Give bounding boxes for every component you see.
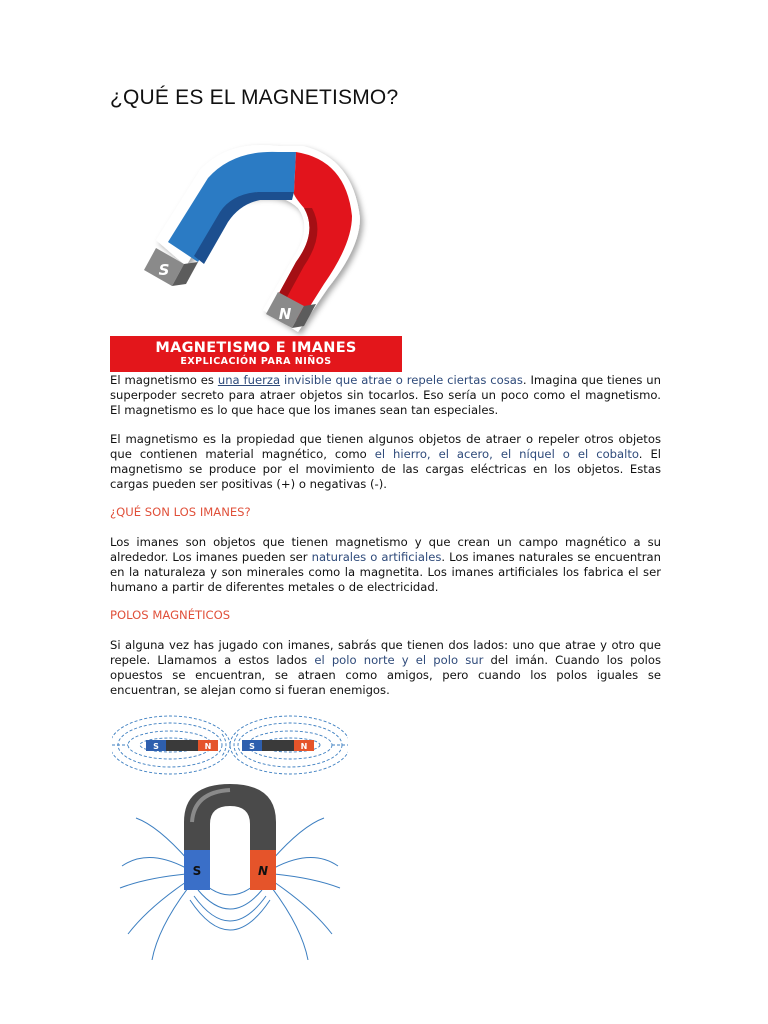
heading-que-son-imanes: ¿QUÉ SON LOS IMANES? (110, 505, 251, 519)
banner-title: MAGNETISMO E IMANES (155, 340, 357, 356)
horseshoe-north-label: N (257, 864, 269, 878)
bar-magnets-field-image (112, 710, 348, 776)
south-pole-label: S (158, 261, 170, 279)
horseshoe-south-label: S (192, 864, 202, 878)
paragraph-imanes: Los imanes son objetos que tienen magnetismo y que crean un campo magnético a su alrededor. Los imanes pueden ser naturales o artificiales. Los imanes naturales se encuentran en la naturaleza y son minerales como la magnetita. Los imanes artificiales los fabrica el ser humano a partir de diferentes metales o de electricidad. (110, 535, 661, 594)
link-una-fuerza[interactable]: una fuerza (217, 373, 281, 387)
bar2-south-label: S (249, 742, 255, 751)
heading-polos-magneticos: POLOS MAGNÉTICOS (110, 608, 231, 622)
horseshoe-field-image (118, 778, 342, 960)
paragraph-properties: El magnetismo es la propiedad que tienen algunos objetos de atraer o repeler otros objetos que contienen material magnético, como el hierro, el acero, el níquel o el cobalto. El magnetismo se produce por el movimiento de las cargas eléctricas en los objetos. Estas cargas pueden ser positivas (+) o negativas (-). (110, 432, 661, 491)
bar2-north-label: N (300, 742, 308, 751)
bar1-north-label: N (204, 742, 212, 751)
bar1-south-label: S (153, 742, 159, 751)
page-title: ¿QUÉ ES EL MAGNETISMO? (110, 86, 399, 109)
paragraph-intro: El magnetismo es una fuerza invisible que atrae o repele ciertas cosas. Imagina que tienes un superpoder secreto para atraer objetos sin tocarlos. Eso sería un poco como el magnetismo. El magnetismo es lo que hace que los imanes sean tan especiales. (110, 373, 662, 417)
paragraph-polos: Si alguna vez has jugado con imanes, sabrás que tienen dos lados: uno que atrae y otro que repele. Llamamos a estos lados el polo norte y el polo sur del imán. Cuando los polos opuestos se encuentran, se atraen como amigos, pero cuando los polos iguales se encuentran, se alejan como si fueran enemigos. (110, 638, 661, 697)
banner-subtitle: EXPLICACIÓN PARA NIÑOS (180, 356, 332, 367)
horseshoe-magnet-image (128, 138, 378, 336)
banner (110, 336, 402, 372)
north-pole-label: N (278, 305, 292, 323)
